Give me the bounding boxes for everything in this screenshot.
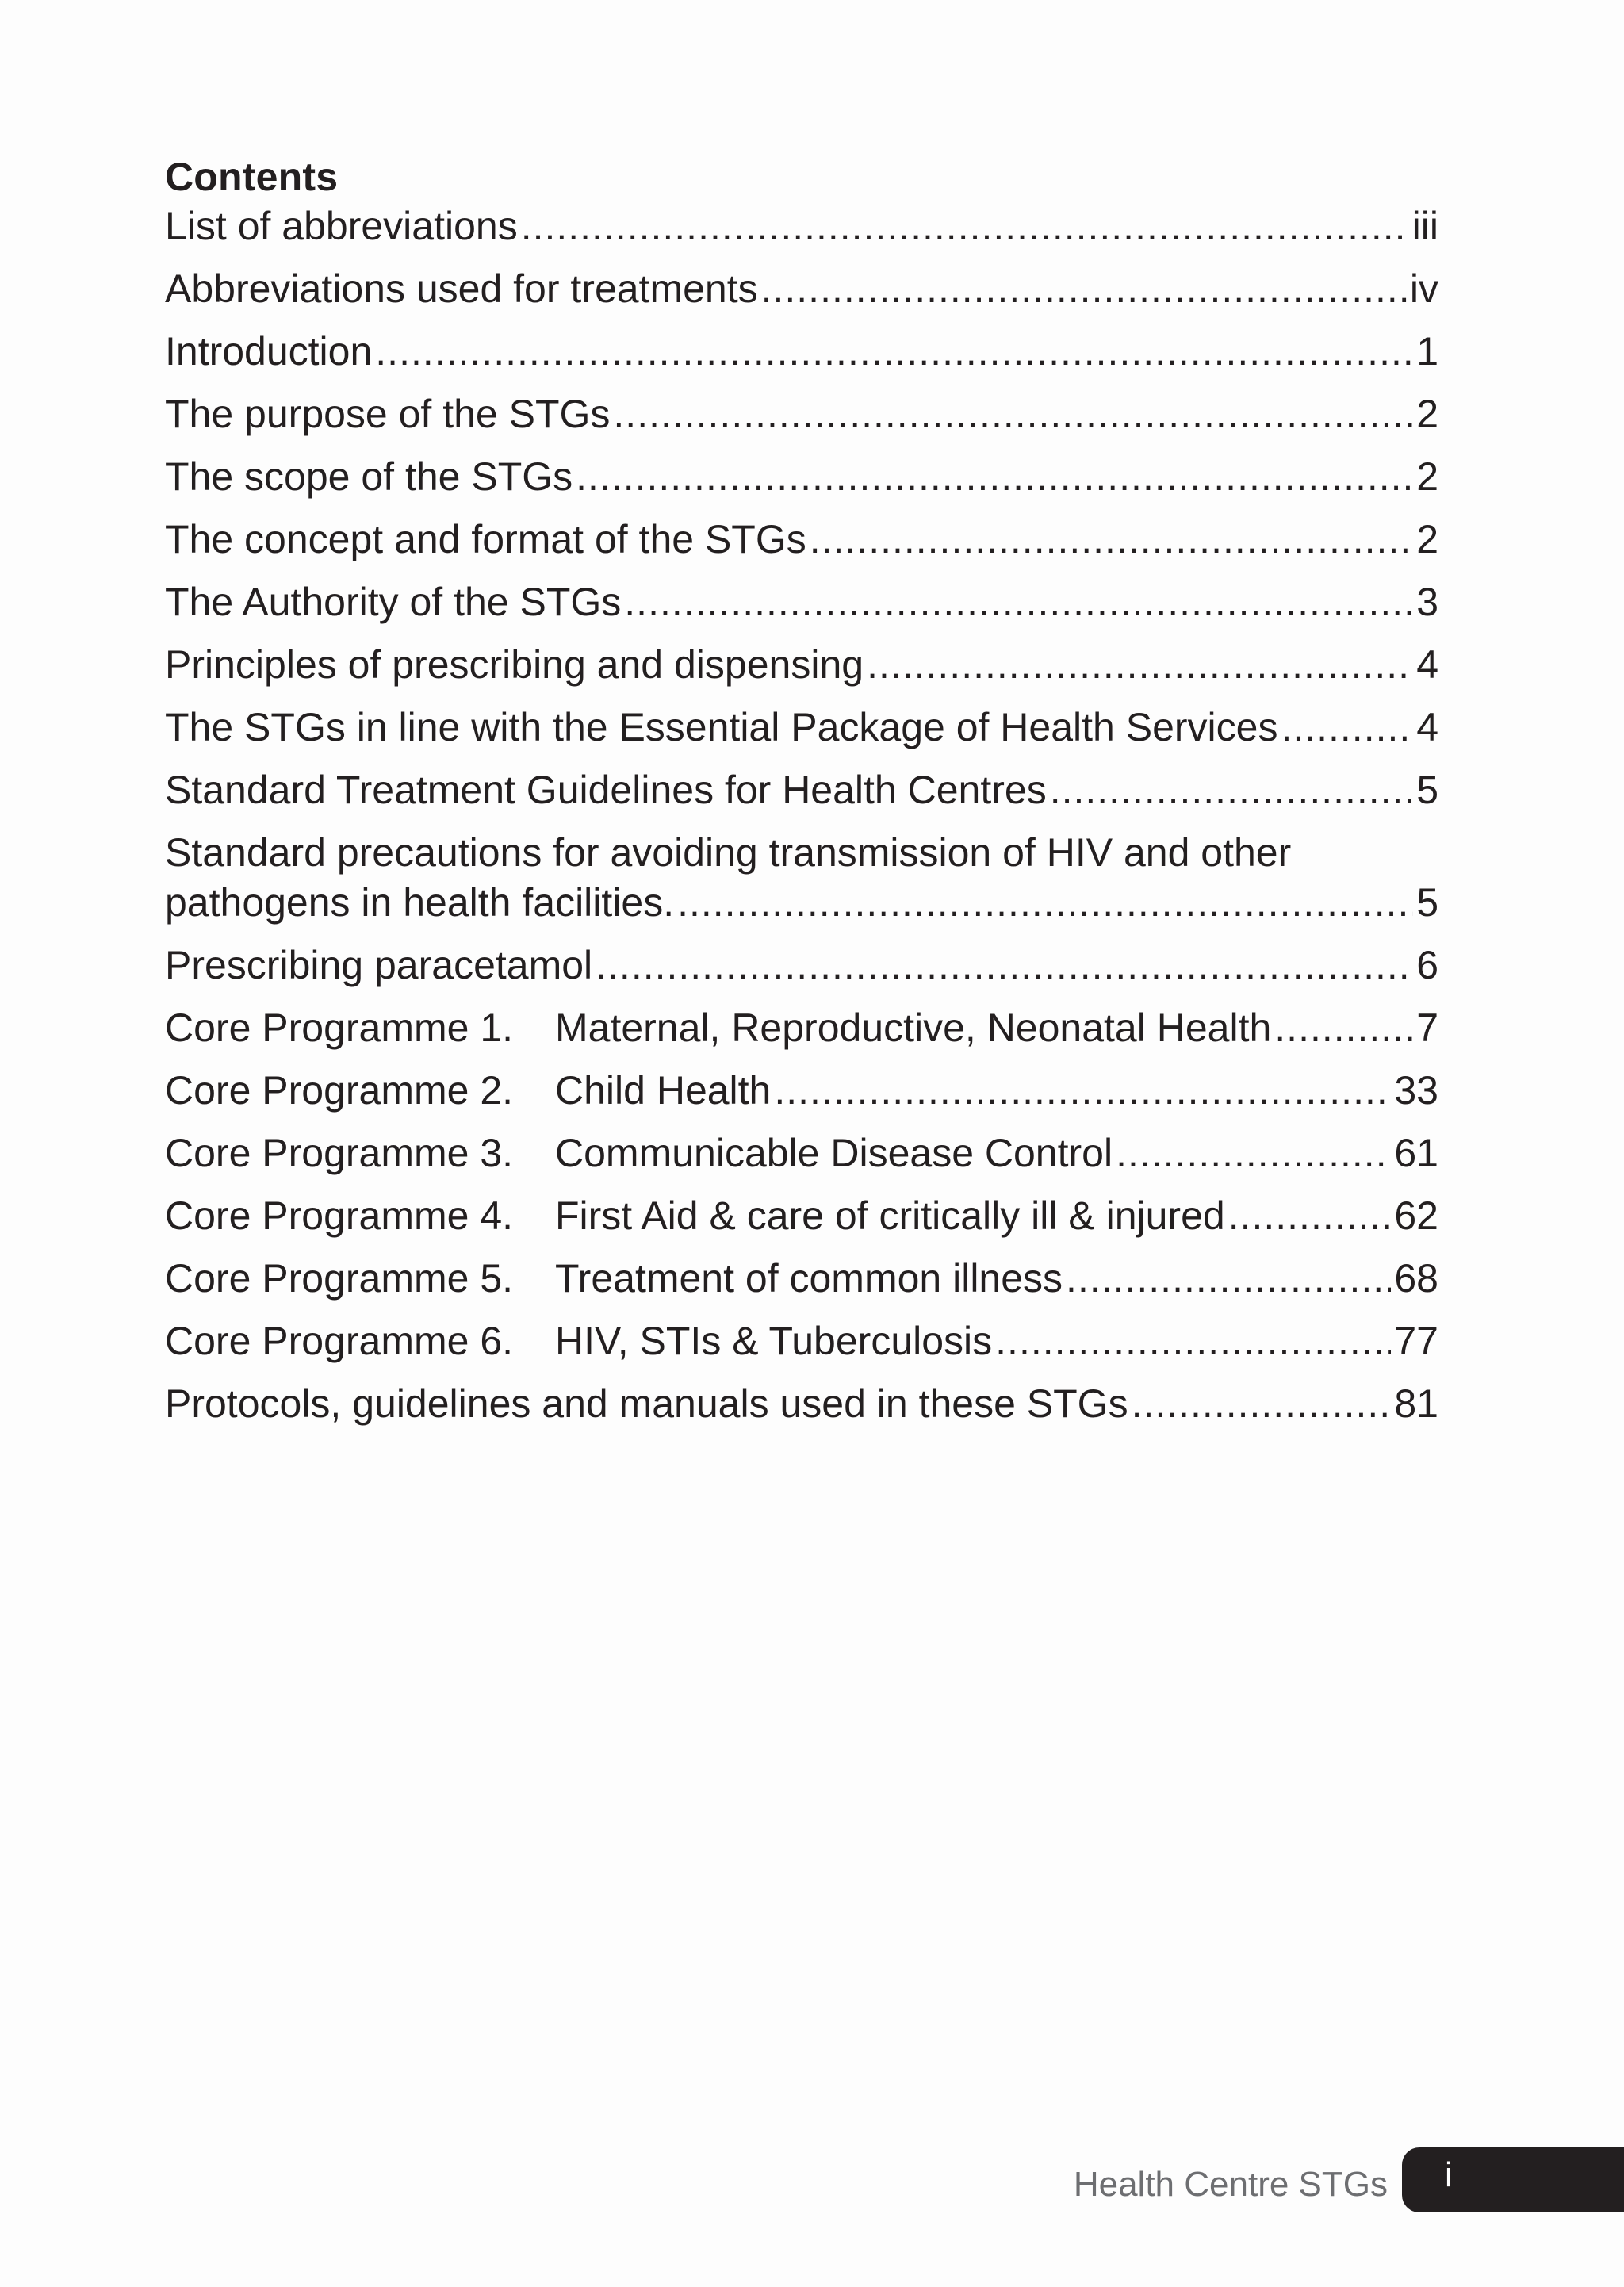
programme-title: Treatment of common illness xyxy=(555,1256,1063,1301)
toc-entry-list-of-abbreviations[interactable] xyxy=(165,201,1438,251)
dot-leader xyxy=(624,577,1413,627)
toc-entry-label: The purpose of the STGs xyxy=(165,392,611,436)
toc-page-number: 5 xyxy=(1416,880,1438,925)
dot-leader xyxy=(613,389,1413,439)
dot-leader xyxy=(1066,1254,1391,1304)
toc-entry-standard-precautions[interactable] xyxy=(165,828,1438,928)
toc-page-number: 3 xyxy=(1416,580,1438,624)
toc-entry-label: Abbreviations used for treatments xyxy=(165,266,758,311)
dot-leader xyxy=(1050,765,1413,815)
toc-entry-label: List of abbreviations xyxy=(165,204,518,248)
toc-entry-label: Principles of prescribing and dispensing xyxy=(165,642,864,687)
dot-leader xyxy=(774,1066,1391,1116)
toc-entry-introduction[interactable] xyxy=(165,327,1438,377)
toc-page-number: 68 xyxy=(1394,1256,1438,1301)
toc-entry-label: The concept and format of the STGs xyxy=(165,517,806,561)
table-of-contents xyxy=(165,152,1438,1429)
toc-page-number: 81 xyxy=(1394,1381,1438,1426)
toc-page-number: 4 xyxy=(1416,642,1438,687)
programme-number: Core Programme 6. xyxy=(165,1319,514,1363)
toc-entry-standard-treatment-guidelines[interactable] xyxy=(165,765,1438,815)
toc-entry-label: The STGs in line with the Essential Package of Health Services xyxy=(165,705,1278,749)
programme-title: HIV, STIs & Tuberculosis xyxy=(555,1319,993,1363)
toc-page-number: 4 xyxy=(1416,705,1438,749)
toc-entry-concept-format[interactable] xyxy=(165,515,1438,565)
contents-list xyxy=(165,201,1438,1429)
toc-entry-prescribing-paracetamol[interactable] xyxy=(165,940,1438,990)
dot-leader xyxy=(521,201,1409,251)
dot-leader xyxy=(867,640,1413,690)
toc-entry-label-line1: Standard precautions for avoiding transmission of HIV and other xyxy=(165,830,1292,875)
contents-heading: Contents xyxy=(165,155,339,199)
toc-page-number: 7 xyxy=(1416,1006,1438,1050)
programme-title: Child Health xyxy=(555,1068,772,1113)
toc-entry-purpose[interactable] xyxy=(165,389,1438,439)
toc-entry-label: Protocols, guidelines and manuals used in these STGs xyxy=(165,1381,1128,1426)
toc-page-number: 6 xyxy=(1416,943,1438,987)
toc-entry-scope[interactable] xyxy=(165,452,1438,502)
dot-leader xyxy=(1281,703,1413,753)
dot-leader xyxy=(761,264,1407,314)
toc-entry-principles[interactable] xyxy=(165,640,1438,690)
programme-title: Communicable Disease Control xyxy=(555,1131,1113,1175)
toc-page-number: iv xyxy=(1409,266,1438,311)
dot-leader xyxy=(995,1316,1391,1366)
page-number: i xyxy=(1445,2155,1453,2194)
page-number-tab xyxy=(1402,2147,1624,2212)
toc-entry-protocols[interactable] xyxy=(165,1379,1438,1429)
dot-leader xyxy=(596,940,1413,990)
toc-page-number: iii xyxy=(1411,204,1438,248)
toc-entry-line2 xyxy=(165,878,1438,928)
toc-entry-authority[interactable] xyxy=(165,577,1438,627)
toc-page-number: 61 xyxy=(1394,1131,1438,1175)
footer-title: Health Centre STGs xyxy=(1073,2165,1388,2204)
toc-entry-core-programme-4[interactable] xyxy=(165,1191,1438,1241)
toc-entry-label: Introduction xyxy=(165,329,373,374)
toc-entry-label-line2: pathogens in health facilities. xyxy=(165,880,675,925)
toc-page-number: 5 xyxy=(1416,768,1438,812)
programme-title: Maternal, Reproductive, Neonatal Health xyxy=(555,1006,1272,1050)
toc-entry-abbreviations-treatments[interactable] xyxy=(165,264,1438,314)
toc-entry-core-programme-1[interactable] xyxy=(165,1003,1438,1053)
toc-page-number: 2 xyxy=(1416,517,1438,561)
toc-page-number: 2 xyxy=(1416,454,1438,499)
toc-page-number: 62 xyxy=(1394,1193,1438,1238)
toc-entry-label: Prescribing paracetamol xyxy=(165,943,593,987)
toc-entry-core-programme-2[interactable] xyxy=(165,1066,1438,1116)
dot-leader xyxy=(1132,1379,1392,1429)
dot-leader xyxy=(576,452,1413,502)
programme-number: Core Programme 1. xyxy=(165,1006,514,1050)
programme-number: Core Programme 2. xyxy=(165,1068,514,1113)
toc-entry-core-programme-5[interactable] xyxy=(165,1254,1438,1304)
dot-leader xyxy=(1116,1128,1391,1178)
toc-entry-label: Standard Treatment Guidelines for Health Centres xyxy=(165,768,1047,812)
toc-page-number: 33 xyxy=(1394,1068,1438,1113)
toc-page-number: 1 xyxy=(1416,329,1438,374)
toc-entry-core-programme-6[interactable] xyxy=(165,1316,1438,1366)
toc-page-number: 77 xyxy=(1394,1319,1438,1363)
programme-number: Core Programme 3. xyxy=(165,1131,514,1175)
dot-leader xyxy=(375,327,1413,377)
toc-entry-label: The Authority of the STGs xyxy=(165,580,622,624)
programme-number: Core Programme 4. xyxy=(165,1193,514,1238)
dot-leader xyxy=(1274,1003,1413,1053)
toc-page-number: 2 xyxy=(1416,392,1438,436)
dot-leader xyxy=(677,878,1413,928)
dot-leader xyxy=(1228,1191,1392,1241)
dot-leader xyxy=(810,515,1413,565)
toc-entry-core-programme-3[interactable] xyxy=(165,1128,1438,1178)
toc-entry-essential-package[interactable] xyxy=(165,703,1438,753)
programme-number: Core Programme 5. xyxy=(165,1256,514,1301)
toc-entry-label: The scope of the STGs xyxy=(165,454,573,499)
programme-title: First Aid & care of critically ill & injured xyxy=(555,1193,1225,1238)
